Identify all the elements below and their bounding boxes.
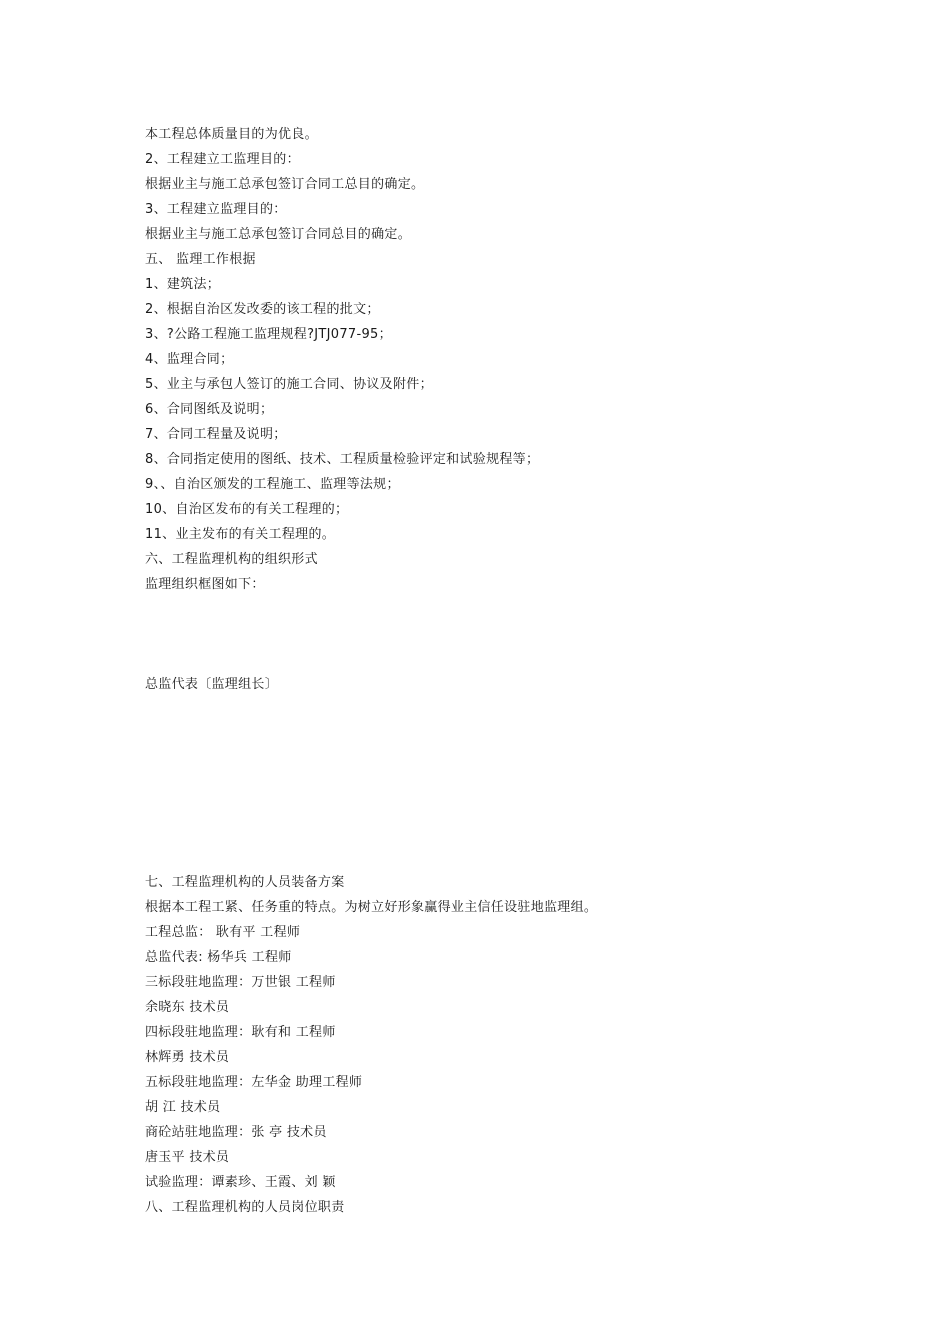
list-item: 1、建筑法； — [145, 277, 221, 292]
staff-line: 余晓东 技术员 — [145, 1000, 230, 1015]
staff-line: 胡 江 技术员 — [145, 1100, 221, 1115]
staff-line: 三标段驻地监理：万世银 工程师 — [145, 975, 336, 990]
text-line: 3、工程建立监理目的： — [145, 202, 287, 217]
text-line: 根据本工程工紧、任务重的特点。为树立好形象赢得业主信任设驻地监理组。 — [145, 900, 598, 915]
staff-line: 四标段驻地监理：耿有和 工程师 — [145, 1025, 336, 1040]
staff-line: 商砼站驻地监理：张 亭 技术员 — [145, 1125, 327, 1140]
list-item: 6、合同图纸及说明； — [145, 402, 274, 417]
section-heading: 五、 监理工作根据 — [145, 252, 256, 267]
staff-line: 五标段驻地监理：左华金 助理工程师 — [145, 1075, 363, 1090]
staff-line: 试验监理：谭素珍、王霞、刘 颖 — [145, 1175, 336, 1190]
text-line: 2、工程建立工监理目的： — [145, 152, 300, 167]
list-item: 2、根据自治区发改委的该工程的批文； — [145, 302, 380, 317]
section-heading: 七、工程监理机构的人员装备方案 — [145, 875, 345, 890]
list-item: 9、、自治区颁发的工程施工、监理等法规； — [145, 477, 400, 492]
text-line: 本工程总体质量目的为优良。 — [145, 127, 318, 142]
list-item: 7、合同工程量及说明； — [145, 427, 287, 442]
text-line: 根据业主与施工总承包签订合同工总目的确定。 — [145, 177, 425, 192]
list-item: 8、合同指定使用的图纸、技术、工程质量检验评定和试验规程等； — [145, 452, 540, 467]
org-chart-label: 总监代表〔监理组长〕 — [145, 677, 279, 692]
staff-line: 林辉勇 技术员 — [145, 1050, 230, 1065]
text-line: 根据业主与施工总承包签订合同总目的确定。 — [145, 227, 412, 242]
list-item: 11、业主发布的有关工程理的。 — [145, 527, 336, 542]
staff-line: 工程总监： 耿有平 工程师 — [145, 925, 301, 940]
staff-line: 唐玉平 技术员 — [145, 1150, 230, 1165]
text-line: 监理组织框图如下： — [145, 577, 265, 592]
section-heading: 八、工程监理机构的人员岗位职责 — [145, 1200, 345, 1215]
list-item: 3、?公路工程施工监理规程?JTJ077-95； — [145, 327, 392, 342]
section-heading: 六、工程监理机构的组织形式 — [145, 552, 318, 567]
list-item: 4、监理合同； — [145, 352, 234, 367]
list-item: 5、业主与承包人签订的施工合同、协议及附件； — [145, 377, 433, 392]
staff-line: 总监代表: 杨华兵 工程师 — [145, 950, 292, 965]
list-item: 10、自治区发布的有关工程理的； — [145, 502, 349, 517]
